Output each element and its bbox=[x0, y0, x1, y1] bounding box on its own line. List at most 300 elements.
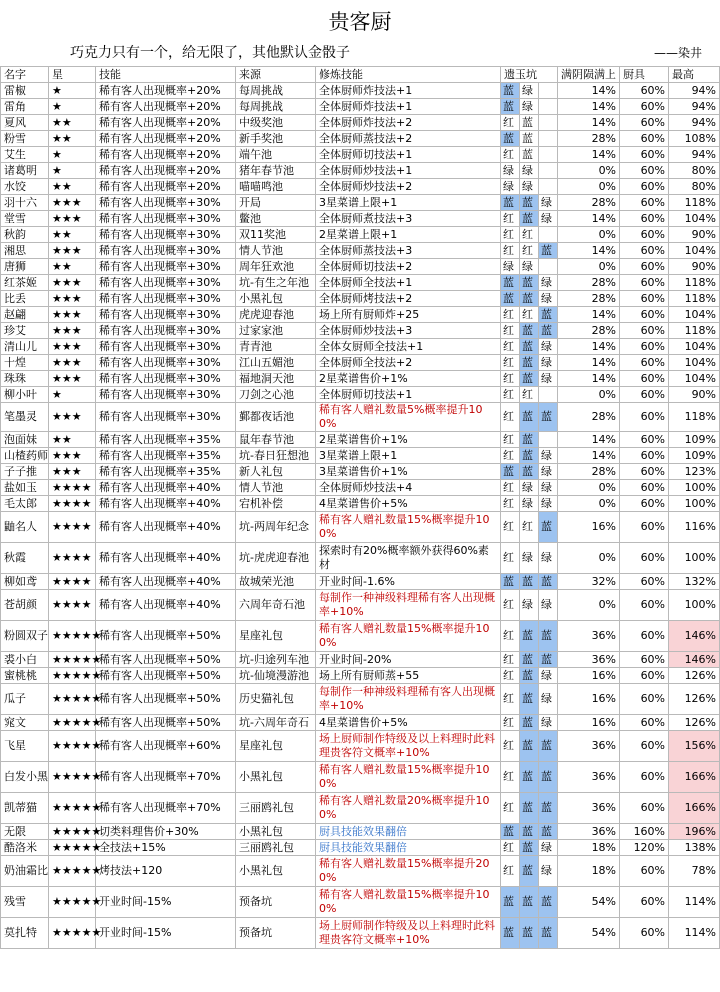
chef-modify-skill: 全体厨师切技法+1 bbox=[316, 387, 501, 403]
table-row bbox=[1, 448, 720, 464]
table-row bbox=[1, 480, 720, 496]
table-row bbox=[1, 115, 720, 131]
chef-name: 柳小叶 bbox=[1, 387, 49, 403]
gem-slot: 红 bbox=[501, 211, 520, 227]
full-percent: 28% bbox=[558, 131, 620, 147]
gem-slot: 蓝 bbox=[520, 195, 539, 211]
gem-slot: 蓝 bbox=[520, 448, 539, 464]
gem-slot: 绿 bbox=[539, 195, 558, 211]
table-row bbox=[1, 291, 720, 307]
tool-percent: 60% bbox=[620, 387, 669, 403]
tool-percent: 60% bbox=[620, 243, 669, 259]
chef-stars: ★★★ bbox=[49, 355, 96, 371]
chef-name: 粉雪 bbox=[1, 131, 49, 147]
tool-percent: 60% bbox=[620, 496, 669, 512]
chef-modify-skill: 3星菜谱上限+1 bbox=[316, 448, 501, 464]
table-row bbox=[1, 355, 720, 371]
chef-source: 情人节池 bbox=[236, 243, 316, 259]
chef-modify-skill: 全体厨师炒技法+3 bbox=[316, 323, 501, 339]
chef-source: 每周挑战 bbox=[236, 99, 316, 115]
chef-stars: ★★★ bbox=[49, 339, 96, 355]
tool-percent: 60% bbox=[620, 131, 669, 147]
gem-slot bbox=[539, 227, 558, 243]
max-percent: 196% bbox=[669, 824, 720, 840]
gem-slot: 蓝 bbox=[520, 355, 539, 371]
tool-percent: 60% bbox=[620, 480, 669, 496]
full-percent: 28% bbox=[558, 403, 620, 432]
chef-modify-skill: 开业时间-1.6% bbox=[316, 574, 501, 590]
chef-source: 每周挑战 bbox=[236, 83, 316, 99]
chef-modify-skill: 3星菜谱上限+1 bbox=[316, 195, 501, 211]
chef-source: 坑-仙境漫游池 bbox=[236, 668, 316, 684]
max-percent: 104% bbox=[669, 355, 720, 371]
chef-modify-skill: 厨具技能效果翻倍 bbox=[316, 824, 501, 840]
gem-slot: 蓝 bbox=[520, 652, 539, 668]
max-percent: 109% bbox=[669, 432, 720, 448]
table-row bbox=[1, 131, 720, 147]
chef-modify-skill: 全体厨师切技法+2 bbox=[316, 259, 501, 275]
gem-slot: 绿 bbox=[539, 371, 558, 387]
full-percent: 36% bbox=[558, 824, 620, 840]
chef-source: 坑-虎虎迎春池 bbox=[236, 543, 316, 574]
gem-slot: 蓝 bbox=[539, 652, 558, 668]
table-row bbox=[1, 195, 720, 211]
max-percent: 114% bbox=[669, 887, 720, 918]
gem-slot: 蓝 bbox=[539, 918, 558, 949]
chef-modify-skill: 全体厨师全技法+1 bbox=[316, 275, 501, 291]
full-percent: 28% bbox=[558, 275, 620, 291]
chef-modify-skill: 2星菜谱售价+1% bbox=[316, 432, 501, 448]
max-percent: 80% bbox=[669, 179, 720, 195]
max-percent: 94% bbox=[669, 99, 720, 115]
chef-source: 宕机补偿 bbox=[236, 496, 316, 512]
gem-slot: 绿 bbox=[539, 355, 558, 371]
chef-modify-skill: 4星菜谱售价+5% bbox=[316, 715, 501, 731]
chef-name: 瓜子 bbox=[1, 684, 49, 715]
gem-slot: 蓝 bbox=[520, 840, 539, 856]
chef-name: 雷角 bbox=[1, 99, 49, 115]
gem-slot: 蓝 bbox=[520, 668, 539, 684]
chef-modify-skill: 开业时间-20% bbox=[316, 652, 501, 668]
gem-slot: 红 bbox=[501, 307, 520, 323]
table-row bbox=[1, 275, 720, 291]
table-row bbox=[1, 668, 720, 684]
chef-modify-skill: 全体厨师炒技法+2 bbox=[316, 179, 501, 195]
gem-slot: 蓝 bbox=[539, 621, 558, 652]
chef-skill: 稀有客人出现概率+50% bbox=[96, 652, 236, 668]
table-row bbox=[1, 684, 720, 715]
chef-name: 红茶姬 bbox=[1, 275, 49, 291]
gem-slot: 绿 bbox=[520, 496, 539, 512]
tool-percent: 60% bbox=[620, 574, 669, 590]
table-row bbox=[1, 163, 720, 179]
full-percent: 32% bbox=[558, 574, 620, 590]
chef-stars: ★★★★★ bbox=[49, 887, 96, 918]
table-row bbox=[1, 887, 720, 918]
chef-source: 鼠年春节池 bbox=[236, 432, 316, 448]
gem-slot: 蓝 bbox=[539, 824, 558, 840]
gem-slot: 蓝 bbox=[539, 403, 558, 432]
chef-skill: 稀有客人出现概率+60% bbox=[96, 731, 236, 762]
gem-slot: 红 bbox=[501, 652, 520, 668]
full-percent: 14% bbox=[558, 211, 620, 227]
tool-percent: 60% bbox=[620, 464, 669, 480]
chef-source: 鳖池 bbox=[236, 211, 316, 227]
chef-stars: ★★★★★ bbox=[49, 824, 96, 840]
gem-slot: 蓝 bbox=[520, 824, 539, 840]
chef-name: 苍胡颜 bbox=[1, 590, 49, 621]
full-percent: 28% bbox=[558, 323, 620, 339]
chef-skill: 稀有客人出现概率+35% bbox=[96, 464, 236, 480]
chef-skill: 稀有客人出现概率+50% bbox=[96, 668, 236, 684]
chef-name: 诸葛明 bbox=[1, 163, 49, 179]
gem-slot bbox=[539, 115, 558, 131]
header-star: 星 bbox=[49, 67, 96, 83]
chef-source: 福地洞天池 bbox=[236, 371, 316, 387]
gem-slot: 蓝 bbox=[520, 403, 539, 432]
tool-percent: 60% bbox=[620, 259, 669, 275]
table-row bbox=[1, 918, 720, 949]
chef-source: 六周年奇石池 bbox=[236, 590, 316, 621]
page-subtitle: 巧克力只有一个，给无限了，其他默认金骰子 bbox=[70, 45, 350, 61]
chef-stars: ★★★★★ bbox=[49, 668, 96, 684]
gem-slot: 绿 bbox=[520, 163, 539, 179]
header-modify-skill: 修炼技能 bbox=[316, 67, 501, 83]
max-percent: 90% bbox=[669, 259, 720, 275]
chef-skill: 稀有客人出现概率+40% bbox=[96, 512, 236, 543]
chef-source: 周年狂欢池 bbox=[236, 259, 316, 275]
chef-name: 山楂药师 bbox=[1, 448, 49, 464]
chef-name: 羽十六 bbox=[1, 195, 49, 211]
tool-percent: 60% bbox=[620, 512, 669, 543]
chef-name: 雷椒 bbox=[1, 83, 49, 99]
chef-skill: 稀有客人出现概率+20% bbox=[96, 179, 236, 195]
chef-name: 珠珠 bbox=[1, 371, 49, 387]
chef-stars: ★★★★★ bbox=[49, 621, 96, 652]
chef-modify-skill: 稀有客人赠礼数量5%概率提升100% bbox=[316, 403, 501, 432]
max-percent: 126% bbox=[669, 668, 720, 684]
page-title: 贵客厨 bbox=[328, 10, 392, 34]
gem-slot: 红 bbox=[520, 387, 539, 403]
gem-slot: 红 bbox=[501, 448, 520, 464]
max-percent: 118% bbox=[669, 403, 720, 432]
chef-source: 小黑礼包 bbox=[236, 762, 316, 793]
gem-slot: 红 bbox=[501, 731, 520, 762]
chef-source: 鄞都夜话池 bbox=[236, 403, 316, 432]
gem-slot: 绿 bbox=[539, 464, 558, 480]
gem-slot bbox=[539, 259, 558, 275]
header-full: 满阴陨满上 bbox=[558, 67, 620, 83]
table-row bbox=[1, 574, 720, 590]
chef-name: 比丢 bbox=[1, 291, 49, 307]
chef-stars: ★★★★★ bbox=[49, 684, 96, 715]
gem-slot: 绿 bbox=[539, 590, 558, 621]
full-percent: 14% bbox=[558, 307, 620, 323]
gem-slot: 蓝 bbox=[501, 887, 520, 918]
tool-percent: 60% bbox=[620, 432, 669, 448]
gem-slot: 红 bbox=[501, 432, 520, 448]
gem-slot: 绿 bbox=[501, 163, 520, 179]
chef-skill: 稀有客人出现概率+50% bbox=[96, 621, 236, 652]
chef-source: 三丽鸥礼包 bbox=[236, 793, 316, 824]
chef-skill: 切类料理售价+30% bbox=[96, 824, 236, 840]
max-percent: 80% bbox=[669, 163, 720, 179]
gem-slot: 红 bbox=[501, 323, 520, 339]
chef-skill: 稀有客人出现概率+70% bbox=[96, 793, 236, 824]
chef-source: 刀剑之心池 bbox=[236, 387, 316, 403]
gem-slot: 红 bbox=[501, 403, 520, 432]
tool-percent: 60% bbox=[620, 99, 669, 115]
max-percent: 78% bbox=[669, 856, 720, 887]
tool-percent: 60% bbox=[620, 684, 669, 715]
full-percent: 0% bbox=[558, 387, 620, 403]
chef-skill: 稀有客人出现概率+30% bbox=[96, 339, 236, 355]
chef-modify-skill: 全体厨师炒技法+1 bbox=[316, 163, 501, 179]
chef-modify-skill: 4星菜谱售价+5% bbox=[316, 496, 501, 512]
full-percent: 0% bbox=[558, 496, 620, 512]
gem-slot: 红 bbox=[501, 387, 520, 403]
chef-name: 莫扎特 bbox=[1, 918, 49, 949]
tool-percent: 60% bbox=[620, 668, 669, 684]
gem-slot: 蓝 bbox=[520, 574, 539, 590]
chef-skill: 稀有客人出现概率+30% bbox=[96, 355, 236, 371]
gem-slot: 绿 bbox=[539, 668, 558, 684]
chef-name: 水饺 bbox=[1, 179, 49, 195]
chef-name: 蜜桃桃 bbox=[1, 668, 49, 684]
chef-source: 预备坑 bbox=[236, 887, 316, 918]
max-percent: 94% bbox=[669, 83, 720, 99]
gem-slot: 红 bbox=[501, 668, 520, 684]
full-percent: 36% bbox=[558, 731, 620, 762]
full-percent: 54% bbox=[558, 887, 620, 918]
full-percent: 36% bbox=[558, 762, 620, 793]
chef-stars: ★★★ bbox=[49, 275, 96, 291]
tool-percent: 60% bbox=[620, 887, 669, 918]
full-percent: 14% bbox=[558, 99, 620, 115]
gem-slot: 红 bbox=[501, 543, 520, 574]
chef-name: 珍艾 bbox=[1, 323, 49, 339]
chef-name: 子子推 bbox=[1, 464, 49, 480]
full-percent: 14% bbox=[558, 355, 620, 371]
max-percent: 90% bbox=[669, 227, 720, 243]
chef-stars: ★★★ bbox=[49, 195, 96, 211]
chef-source: 坑-有生之年池 bbox=[236, 275, 316, 291]
gem-slot: 蓝 bbox=[520, 339, 539, 355]
chef-source: 三丽鸥礼包 bbox=[236, 840, 316, 856]
chef-source: 虎虎迎春池 bbox=[236, 307, 316, 323]
chef-stars: ★★★★★ bbox=[49, 856, 96, 887]
chef-skill: 稀有客人出现概率+20% bbox=[96, 99, 236, 115]
chef-modify-skill: 场上厨师制作特级及以上料理时此料理贵客符文概率+10% bbox=[316, 731, 501, 762]
gem-slot: 蓝 bbox=[539, 762, 558, 793]
full-percent: 16% bbox=[558, 668, 620, 684]
gem-slot: 红 bbox=[501, 856, 520, 887]
table-row bbox=[1, 856, 720, 887]
gem-slot: 红 bbox=[501, 793, 520, 824]
full-percent: 0% bbox=[558, 590, 620, 621]
gem-slot: 红 bbox=[501, 227, 520, 243]
max-percent: 118% bbox=[669, 275, 720, 291]
table-row bbox=[1, 432, 720, 448]
chef-modify-skill: 场上所有厨师蒸+55 bbox=[316, 668, 501, 684]
gem-slot bbox=[539, 163, 558, 179]
chef-modify-skill: 场上所有厨师炸+25 bbox=[316, 307, 501, 323]
gem-slot: 红 bbox=[501, 684, 520, 715]
chef-stars: ★★ bbox=[49, 115, 96, 131]
gem-slot: 红 bbox=[520, 243, 539, 259]
max-percent: 116% bbox=[669, 512, 720, 543]
chef-modify-skill: 稀有客人赠礼数量15%概率提升100% bbox=[316, 762, 501, 793]
chef-modify-skill: 3星菜谱售价+1% bbox=[316, 464, 501, 480]
max-percent: 100% bbox=[669, 543, 720, 574]
max-percent: 104% bbox=[669, 339, 720, 355]
gem-slot: 红 bbox=[501, 339, 520, 355]
gem-slot: 蓝 bbox=[520, 715, 539, 731]
table-row bbox=[1, 824, 720, 840]
chef-modify-skill: 全体厨师炸技法+2 bbox=[316, 115, 501, 131]
chef-stars: ★ bbox=[49, 83, 96, 99]
max-percent: 104% bbox=[669, 243, 720, 259]
chef-skill: 稀有客人出现概率+20% bbox=[96, 83, 236, 99]
chef-name: 湘思 bbox=[1, 243, 49, 259]
full-percent: 28% bbox=[558, 291, 620, 307]
chef-name: 堂雪 bbox=[1, 211, 49, 227]
chef-modify-skill: 场上厨师制作特级及以上料理时此料理贵客符文概率+10% bbox=[316, 918, 501, 949]
chef-skill: 稀有客人出现概率+30% bbox=[96, 195, 236, 211]
gem-slot bbox=[539, 83, 558, 99]
chef-stars: ★★★★★ bbox=[49, 652, 96, 668]
chef-skill: 稀有客人出现概率+50% bbox=[96, 715, 236, 731]
chef-source: 中级奖池 bbox=[236, 115, 316, 131]
chef-name: 无限 bbox=[1, 824, 49, 840]
gem-slot bbox=[539, 387, 558, 403]
header-row bbox=[1, 67, 720, 83]
table-row bbox=[1, 464, 720, 480]
chef-modify-skill: 厨具技能效果翻倍 bbox=[316, 840, 501, 856]
full-percent: 14% bbox=[558, 147, 620, 163]
chef-skill: 稀有客人出现概率+30% bbox=[96, 275, 236, 291]
tool-percent: 60% bbox=[620, 227, 669, 243]
max-percent: 108% bbox=[669, 131, 720, 147]
gem-slot: 绿 bbox=[539, 856, 558, 887]
tool-percent: 60% bbox=[620, 543, 669, 574]
chef-name: 唐狮 bbox=[1, 259, 49, 275]
max-percent: 100% bbox=[669, 480, 720, 496]
tool-percent: 60% bbox=[620, 371, 669, 387]
header-skill: 技能 bbox=[96, 67, 236, 83]
full-percent: 0% bbox=[558, 543, 620, 574]
full-percent: 14% bbox=[558, 115, 620, 131]
gem-slot bbox=[539, 131, 558, 147]
chef-source: 情人节池 bbox=[236, 480, 316, 496]
gem-slot: 红 bbox=[501, 480, 520, 496]
tool-percent: 60% bbox=[620, 652, 669, 668]
max-percent: 126% bbox=[669, 684, 720, 715]
gem-slot: 绿 bbox=[539, 339, 558, 355]
chef-name: 鼬名人 bbox=[1, 512, 49, 543]
chef-source: 小黑礼包 bbox=[236, 291, 316, 307]
max-percent: 104% bbox=[669, 307, 720, 323]
max-percent: 123% bbox=[669, 464, 720, 480]
gem-slot: 绿 bbox=[539, 496, 558, 512]
chef-source: 预备坑 bbox=[236, 918, 316, 949]
chef-modify-skill: 稀有客人赠礼数量15%概率提升100% bbox=[316, 512, 501, 543]
chef-stars: ★★ bbox=[49, 179, 96, 195]
chef-modify-skill: 全体女厨师全技法+1 bbox=[316, 339, 501, 355]
table-row bbox=[1, 323, 720, 339]
tool-percent: 60% bbox=[620, 147, 669, 163]
chef-source: 坑-六周年奇石 bbox=[236, 715, 316, 731]
full-percent: 16% bbox=[558, 684, 620, 715]
gem-slot: 蓝 bbox=[520, 731, 539, 762]
chef-name: 夏风 bbox=[1, 115, 49, 131]
chef-stars: ★★★ bbox=[49, 291, 96, 307]
gem-slot: 绿 bbox=[520, 99, 539, 115]
chef-skill: 稀有客人出现概率+40% bbox=[96, 543, 236, 574]
chef-modify-skill: 稀有客人赠礼数量15%概率提升200% bbox=[316, 856, 501, 887]
tool-percent: 60% bbox=[620, 762, 669, 793]
full-percent: 14% bbox=[558, 432, 620, 448]
chef-source: 坑-归途列车池 bbox=[236, 652, 316, 668]
gem-slot: 蓝 bbox=[520, 275, 539, 291]
chef-name: 窕文 bbox=[1, 715, 49, 731]
gem-slot: 蓝 bbox=[520, 291, 539, 307]
gem-slot: 红 bbox=[501, 147, 520, 163]
table-row bbox=[1, 371, 720, 387]
chef-name: 裘小白 bbox=[1, 652, 49, 668]
chef-source: 坑-春日狂想池 bbox=[236, 448, 316, 464]
chef-stars: ★★★★★ bbox=[49, 762, 96, 793]
chef-source: 双11奖池 bbox=[236, 227, 316, 243]
tool-percent: 60% bbox=[620, 291, 669, 307]
chef-stars: ★★★★ bbox=[49, 590, 96, 621]
gem-slot: 绿 bbox=[539, 684, 558, 715]
max-percent: 118% bbox=[669, 291, 720, 307]
table-row bbox=[1, 179, 720, 195]
tool-percent: 60% bbox=[620, 918, 669, 949]
tool-percent: 60% bbox=[620, 211, 669, 227]
full-percent: 0% bbox=[558, 480, 620, 496]
chef-skill: 烤技法+120 bbox=[96, 856, 236, 887]
chef-stars: ★ bbox=[49, 163, 96, 179]
chef-modify-skill: 2星菜谱上限+1 bbox=[316, 227, 501, 243]
chef-stars: ★★★★★ bbox=[49, 793, 96, 824]
gem-slot: 绿 bbox=[501, 179, 520, 195]
gem-slot: 蓝 bbox=[520, 147, 539, 163]
chef-skill: 稀有客人出现概率+20% bbox=[96, 147, 236, 163]
chef-name: 泡面妹 bbox=[1, 432, 49, 448]
chef-skill: 稀有客人出现概率+30% bbox=[96, 323, 236, 339]
max-percent: 156% bbox=[669, 731, 720, 762]
max-percent: 132% bbox=[669, 574, 720, 590]
chef-skill: 稀有客人出现概率+30% bbox=[96, 403, 236, 432]
chef-modify-skill: 探索时有20%概率额外获得60%素材 bbox=[316, 543, 501, 574]
gem-slot: 蓝 bbox=[539, 243, 558, 259]
max-percent: 166% bbox=[669, 793, 720, 824]
gem-slot: 绿 bbox=[501, 259, 520, 275]
chef-modify-skill: 全体厨师全技法+2 bbox=[316, 355, 501, 371]
chef-stars: ★★★ bbox=[49, 211, 96, 227]
chef-modify-skill: 每制作一种神级料理稀有客人出现概率+10% bbox=[316, 684, 501, 715]
gem-slot: 红 bbox=[501, 512, 520, 543]
chef-modify-skill: 稀有客人赠礼数量15%概率提升100% bbox=[316, 621, 501, 652]
chef-stars: ★★ bbox=[49, 227, 96, 243]
chef-skill: 开业时间-15% bbox=[96, 887, 236, 918]
chef-name: 秋霞 bbox=[1, 543, 49, 574]
gem-slot: 红 bbox=[501, 355, 520, 371]
chef-source: 坑-两周年纪念 bbox=[236, 512, 316, 543]
tool-percent: 60% bbox=[620, 307, 669, 323]
